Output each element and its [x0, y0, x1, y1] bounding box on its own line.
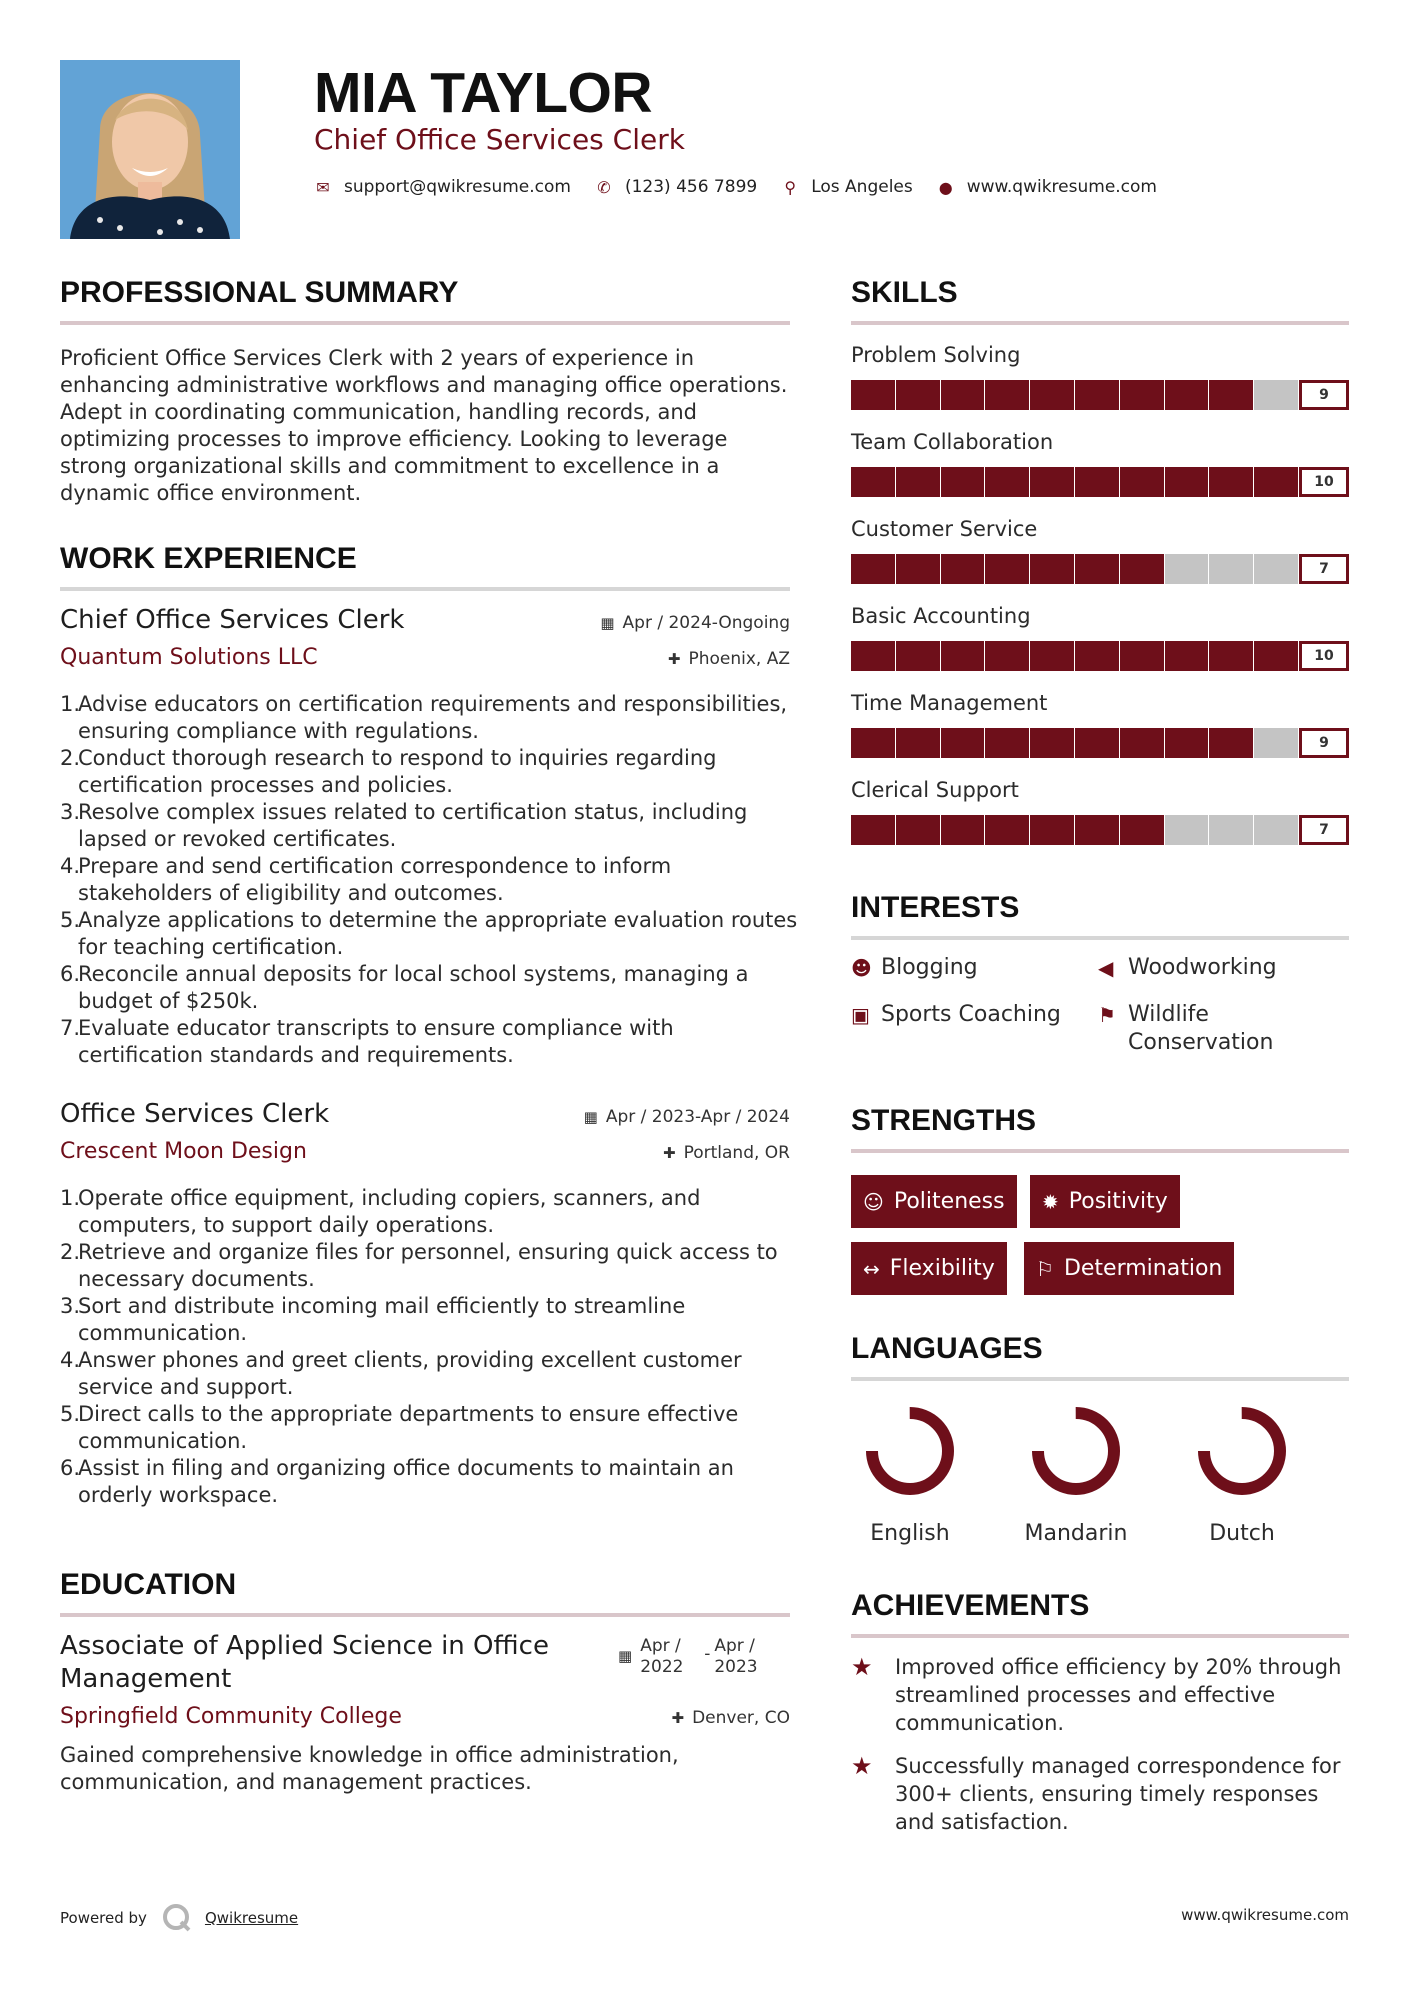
skill-name: Customer Service [851, 517, 1038, 541]
skill-bar-segment [1075, 815, 1119, 845]
skill-bar-segment [851, 641, 895, 671]
experience-section [60, 541, 790, 591]
skill-bar-segment [941, 641, 985, 671]
skill-item [851, 777, 1349, 845]
language-name: English [870, 1521, 950, 1546]
achievements-heading: ACHIEVEMENTS [851, 1589, 1090, 1622]
achievement-item: ★ Successfully managed correspondence for 300+ clients, ensuring timely responses and satisfaction. [851, 1752, 1341, 1834]
language-ring [1194, 1403, 1290, 1499]
skill-bar-segment [1209, 554, 1253, 584]
summary-section [60, 275, 790, 507]
list-item: Direct calls to the appropriate departments to ensure effective communication. [78, 1402, 739, 1453]
skill-bar-segment [985, 380, 1029, 410]
job-bullets [60, 1185, 800, 1509]
skill-item [851, 690, 1349, 758]
language-ring-arc [872, 1413, 948, 1489]
achievements-section [851, 1588, 1349, 1638]
list-item: Answer phones and greet clients, providing excellent customer service and support. [78, 1348, 742, 1399]
skill-bar-segment [1165, 815, 1209, 845]
language-ring [862, 1403, 958, 1499]
language-name: Mandarin [1024, 1521, 1128, 1546]
language-ring-arc [1038, 1413, 1114, 1489]
pushpin-icon: ✚ [667, 650, 681, 668]
skills-section [851, 275, 1349, 325]
users-icon: ☻ [851, 956, 872, 980]
languages-divider [851, 1377, 1349, 1381]
education-dates: ▦ Apr / 2022 - Apr / 2023 [618, 1636, 758, 1677]
list-item: Conduct thorough research to respond to inquiries regarding certification processes and policies. [78, 746, 717, 797]
skill-name: Clerical Support [851, 778, 1019, 802]
language-item [1177, 1403, 1307, 1546]
job-entry [60, 1099, 790, 1519]
skill-bar-segment [941, 467, 985, 497]
skill-level-value: 9 [1299, 380, 1349, 410]
skill-bar-segment [941, 554, 985, 584]
skill-bar-segment [1030, 467, 1074, 497]
contact-website[interactable]: ● www.qwikresume.com [937, 177, 1157, 197]
experience-divider [60, 587, 790, 591]
skill-bar-segment [1254, 467, 1298, 497]
language-ring [1028, 1403, 1124, 1499]
skill-bar-segment [1254, 380, 1298, 410]
skill-bar-segment [985, 641, 1029, 671]
skill-bar-segment [896, 728, 940, 758]
skill-bar-segment [896, 380, 940, 410]
interests-section [851, 890, 1349, 940]
skill-name: Basic Accounting [851, 604, 1031, 628]
skill-bar-segment [1209, 815, 1253, 845]
profile-photo-illustration [60, 60, 240, 239]
skill-bar [851, 380, 1349, 410]
skill-bar [851, 641, 1349, 671]
skill-bar-segment [896, 815, 940, 845]
job-title: Office Services Clerk [60, 1099, 330, 1129]
strength-tag: ✹ Positivity [1030, 1175, 1180, 1228]
skills-divider [851, 321, 1349, 325]
skill-bar-segment [941, 728, 985, 758]
list-item: Advise educators on certification requirements and responsibilities, ensuring compliance with regulations. [78, 692, 788, 743]
language-item [1011, 1403, 1141, 1546]
skill-bar-segment [1120, 728, 1164, 758]
list-item: Retrieve and organize files for personnel, ensuring quick access to necessary documents. [78, 1240, 778, 1291]
skill-bar-segment [896, 554, 940, 584]
list-item: Assist in filing and organizing office documents to maintain an orderly workspace. [78, 1456, 734, 1507]
skill-bar-segment [985, 728, 1029, 758]
star-icon: ★ [851, 1653, 873, 1681]
phone-icon: ✆ [597, 177, 611, 197]
interest-item: ◀ Woodworking [1098, 955, 1277, 980]
skill-bar-segment [1254, 554, 1298, 584]
skill-bar-segment [985, 554, 1029, 584]
briefcase-icon: ▣ [851, 1003, 870, 1027]
skill-bar-segment [1254, 641, 1298, 671]
candidate-name: MIA TAYLOR [314, 61, 653, 125]
education-description: Gained comprehensive knowledge in office administration, communication, and management practices. [60, 1743, 679, 1794]
skill-bar [851, 815, 1349, 845]
skill-item [851, 342, 1349, 410]
list-item: Resolve complex issues related to certification status, including lapsed or revoked certificates. [78, 800, 748, 851]
experience-heading: WORK EXPERIENCE [60, 542, 357, 575]
skills-heading: SKILLS [851, 276, 958, 309]
skill-bar-segment [941, 380, 985, 410]
education-location: ✚ Denver, CO [671, 1708, 790, 1728]
skill-bar-segment [985, 467, 1029, 497]
qwikresume-logo-icon [161, 1902, 193, 1934]
skill-bar-segment [1075, 467, 1119, 497]
contact-row [314, 177, 1181, 197]
skill-bar-segment [1075, 380, 1119, 410]
skill-bar-segment [1120, 554, 1164, 584]
language-ring-arc [1204, 1413, 1280, 1489]
skill-item [851, 516, 1349, 584]
job-company: Crescent Moon Design [60, 1139, 307, 1164]
skill-bar-segment [1030, 380, 1074, 410]
interest-item: ▣ Sports Coaching [851, 1002, 1061, 1027]
job-date: ▦ Apr / 2024-Ongoing [600, 613, 790, 633]
skill-bar-segment [1120, 641, 1164, 671]
skill-bar-segment [941, 815, 985, 845]
skill-bar-segment [896, 467, 940, 497]
skill-bar-segment [1075, 641, 1119, 671]
summary-text: Proficient Office Services Clerk with 2 years of experience in enhancing administrative workflows and managing office operations. Adept in coordinating communication, handling records, and optimizing processes to improve efficiency. Looking to leverage strong organizational skills and commitment to excellence in a dynamic office environment. [60, 346, 788, 505]
skill-level-value: 10 [1299, 467, 1349, 497]
footer-powered-by: Powered by Qwikresume [60, 1902, 298, 1934]
brand-link[interactable]: Qwikresume [204, 1909, 299, 1927]
degree-title: Associate of Applied Science in Office Management [60, 1631, 549, 1694]
skill-bar-segment [1254, 815, 1298, 845]
strength-tag: ↔ Flexibility [851, 1242, 1007, 1295]
skill-bar-segment [851, 554, 895, 584]
list-item: Evaluate educator transcripts to ensure compliance with certification standards and requirements. [78, 1016, 674, 1067]
bullhorn-icon: ◀ [1098, 956, 1114, 980]
achievement-item: ★ Improved office efficiency by 20% through streamlined processes and effective communication. [851, 1653, 1342, 1735]
skill-bar-segment [1030, 728, 1074, 758]
skill-bar-segment [851, 728, 895, 758]
pushpin-icon: ✚ [671, 1709, 685, 1727]
job-entry [60, 605, 798, 1075]
skill-item [851, 429, 1349, 497]
candidate-title: Chief Office Services Clerk [314, 123, 685, 156]
flag-checkered-icon: ⚐ [1036, 1256, 1054, 1281]
skill-name: Problem Solving [851, 343, 1021, 367]
skill-level-value: 7 [1299, 815, 1349, 845]
arrows-h-icon: ↔ [863, 1256, 880, 1281]
job-title: Chief Office Services Clerk [60, 605, 405, 635]
skill-bar-segment [1254, 728, 1298, 758]
job-location: ✚ Phoenix, AZ [667, 649, 790, 669]
skill-bar-segment [1075, 554, 1119, 584]
strength-tag: ⚐ Determination [1024, 1242, 1234, 1295]
summary-heading: PROFESSIONAL SUMMARY [60, 276, 459, 309]
list-item: Prepare and send certification correspondence to inform stakeholders of eligibility and outcomes. [78, 854, 672, 905]
map-marker-icon: ⚲ [784, 177, 797, 197]
skill-name: Time Management [851, 691, 1048, 715]
job-company: Quantum Solutions LLC [60, 645, 318, 670]
skill-bar-segment [1165, 728, 1209, 758]
skill-bar-segment [1165, 467, 1209, 497]
star-icon: ★ [851, 1752, 873, 1780]
list-item: Operate office equipment, including copiers, scanners, and computers, to support daily operations. [78, 1186, 701, 1237]
skill-bar-segment [985, 815, 1029, 845]
skill-bar-segment [1209, 641, 1253, 671]
contact-email[interactable]: ✉ support@qwikresume.com [314, 177, 571, 197]
list-item: Sort and distribute incoming mail efficiently to streamline communication. [78, 1294, 686, 1345]
languages-heading: LANGUAGES [851, 1332, 1043, 1365]
skill-bar [851, 728, 1349, 758]
envelope-icon: ✉ [316, 177, 330, 197]
skill-bar-segment [1165, 641, 1209, 671]
list-item: Reconcile annual deposits for local school systems, managing a budget of $250k. [78, 962, 749, 1013]
skill-name: Team Collaboration [851, 430, 1054, 454]
skill-bar-segment [1120, 380, 1164, 410]
skill-level-value: 9 [1299, 728, 1349, 758]
interest-item: ⚑ Wildlife Conservation [1098, 1002, 1274, 1055]
school-name: Springfield Community College [60, 1704, 402, 1729]
job-date: ▦ Apr / 2023-Apr / 2024 [583, 1107, 790, 1127]
list-item: Analyze applications to determine the appropriate evaluation routes for teaching certification. [78, 908, 798, 959]
languages-section [851, 1331, 1349, 1381]
skill-bar-segment [1075, 728, 1119, 758]
skill-level-value: 7 [1299, 554, 1349, 584]
language-item [845, 1403, 975, 1546]
smile-icon: ☺ [863, 1189, 884, 1214]
job-bullets [60, 691, 800, 1069]
skill-bar-segment [1030, 815, 1074, 845]
skill-level-value: 10 [1299, 641, 1349, 671]
education-entry [60, 1630, 790, 1810]
education-divider [60, 1613, 790, 1617]
language-name: Dutch [1209, 1521, 1275, 1546]
achievements-divider [851, 1634, 1349, 1638]
summary-divider [60, 321, 790, 325]
skill-item [851, 603, 1349, 671]
calendar-icon: ▦ [600, 614, 615, 632]
strengths-heading: STRENGTHS [851, 1104, 1037, 1137]
pushpin-icon: ✚ [663, 1144, 676, 1162]
skill-bar-segment [851, 467, 895, 497]
skill-bar-segment [851, 380, 895, 410]
flag-icon: ⚑ [1098, 1003, 1116, 1027]
skill-bar [851, 467, 1349, 497]
footer-website[interactable]: www.qwikresume.com [1181, 1906, 1349, 1924]
skill-bar-segment [1030, 641, 1074, 671]
skill-bar-segment [1209, 467, 1253, 497]
job-location: ✚ Portland, OR [663, 1143, 790, 1163]
skill-bar-segment [1165, 554, 1209, 584]
skill-bar-segment [1209, 728, 1253, 758]
skill-bar-segment [1030, 554, 1074, 584]
strengths-divider [851, 1149, 1349, 1153]
contact-location: ⚲ Los Angeles [781, 177, 913, 197]
calendar-icon: ▦ [583, 1108, 598, 1126]
education-heading: EDUCATION [60, 1568, 237, 1601]
skill-bar-segment [1209, 380, 1253, 410]
date-separator: - [704, 1644, 711, 1664]
skill-bar-segment [896, 641, 940, 671]
skill-bar [851, 554, 1349, 584]
globe-icon: ● [938, 177, 953, 197]
strength-tag: ☺ Politeness [851, 1175, 1017, 1228]
interests-heading: INTERESTS [851, 891, 1020, 924]
contact-phone[interactable]: ✆ (123) 456 7899 [595, 177, 757, 197]
skill-bar-segment [851, 815, 895, 845]
cog-icon: ✹ [1042, 1189, 1059, 1214]
calendar-icon: ▦ [618, 1647, 633, 1665]
skill-bar-segment [1165, 380, 1209, 410]
strengths-section [851, 1103, 1349, 1153]
interests-divider [851, 936, 1349, 940]
interest-item: ☻ Blogging [851, 955, 978, 980]
skill-bar-segment [1120, 815, 1164, 845]
profile-photo [60, 60, 240, 239]
education-section [60, 1567, 790, 1617]
skill-bar-segment [1120, 467, 1164, 497]
